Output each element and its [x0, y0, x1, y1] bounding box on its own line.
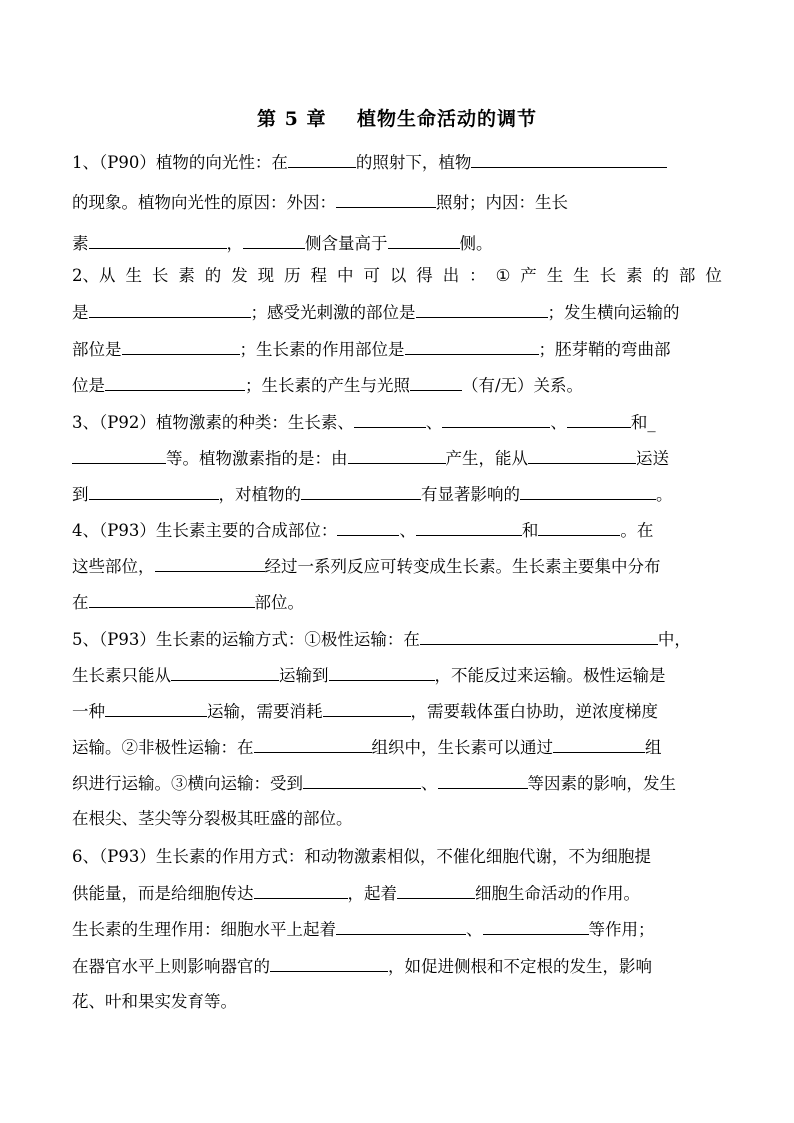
q6-line-4	[72, 954, 652, 978]
q3-text: 有显著影响的	[421, 485, 520, 504]
answer-blank[interactable]	[89, 590, 255, 608]
answer-blank[interactable]	[388, 231, 460, 249]
q4-text: 在	[72, 593, 89, 612]
q4-line-2	[72, 554, 661, 578]
q5-text: 组织中，生长素可以通过	[371, 738, 553, 757]
q3-line-1	[72, 410, 656, 434]
q2-char: 长	[599, 266, 617, 285]
q2-char: 2、从	[72, 266, 116, 285]
q6-text: ，起着	[347, 884, 397, 903]
answer-blank[interactable]	[538, 518, 620, 536]
q2-text: ；生长素的产生与光照	[245, 376, 410, 395]
answer-blank[interactable]	[89, 482, 219, 500]
answer-blank[interactable]	[442, 410, 550, 428]
q5-text: 组	[645, 738, 662, 757]
answer-blank[interactable]	[303, 771, 421, 789]
q6-text: ，如促进侧根和不定根的发生，影响	[388, 957, 652, 976]
q3-text: 、	[550, 413, 567, 432]
q5-text: 织进行运输。③横向运输：受到	[72, 774, 303, 793]
q3-text: 到	[72, 485, 89, 504]
q2-line-1	[72, 264, 722, 288]
q2-text: ；发生横向运输的	[547, 303, 680, 322]
q5-line-1	[72, 627, 691, 651]
q2-char: 的	[204, 266, 222, 285]
q5-text: 运输到	[279, 666, 329, 685]
q1-line-3	[72, 231, 493, 255]
answer-blank[interactable]	[567, 410, 631, 428]
q4-text: 经过一系列反应可转变成生长素。生长素主要集中分布	[264, 557, 661, 576]
q2-char: 生	[125, 266, 142, 285]
answer-blank[interactable]	[301, 482, 421, 500]
answer-blank[interactable]	[243, 231, 305, 249]
q4-text: 和	[521, 521, 539, 540]
q6-line-2	[72, 881, 640, 905]
q5-line-6	[72, 807, 353, 831]
answer-blank[interactable]	[329, 663, 435, 681]
q2-char: 素	[178, 266, 195, 285]
q2-char: 历	[284, 266, 301, 285]
q1-text: 侧含量高于	[305, 234, 388, 253]
answer-blank[interactable]	[336, 190, 436, 208]
q6-text: 供能量，而是给细胞传达	[72, 884, 254, 903]
q3-text: 和_	[630, 413, 656, 432]
q3-line-2	[72, 446, 669, 470]
q2-char: 位	[705, 266, 722, 285]
answer-blank[interactable]	[155, 554, 265, 572]
q1-text: 素	[72, 234, 89, 253]
q2-char: 产	[520, 266, 537, 285]
q2-char: 出	[442, 266, 460, 285]
q2-text: 位是	[72, 376, 105, 395]
answer-blank[interactable]	[438, 771, 528, 789]
q6-line-5	[72, 990, 237, 1014]
q5-text: ，不能反过来运输。极性运输是	[434, 666, 666, 685]
q2-text: ；生长素的作用部位是	[239, 340, 405, 359]
q1-line-1	[72, 150, 667, 174]
q3-text: 产生，能从	[445, 449, 528, 468]
answer-blank[interactable]	[416, 300, 548, 318]
answer-blank[interactable]	[288, 150, 356, 168]
q6-text: 花、叶和果实发育等。	[72, 992, 237, 1011]
q2-char: 发	[231, 266, 248, 285]
q3-text: 3、（P92）植物激素的种类：生长素、	[72, 413, 354, 432]
q4-line-1	[72, 518, 653, 542]
answer-blank[interactable]	[254, 735, 372, 753]
q2-char: 以	[389, 266, 407, 285]
answer-blank[interactable]	[483, 917, 589, 935]
q2-char: 素	[626, 266, 643, 285]
q3-text: 运送	[636, 449, 669, 468]
answer-blank[interactable]	[553, 735, 645, 753]
q5-line-2	[72, 663, 666, 687]
answer-blank[interactable]	[270, 954, 388, 972]
q2-text: ；胚芽鞘的弯曲部	[538, 340, 671, 359]
q5-text: 5、（P93）生长素的运输方式：①极性运输：在	[72, 630, 420, 649]
answer-blank[interactable]	[254, 881, 348, 899]
q6-text: 6、（P93）生长素的作用方式：和动物激素相似，不催化细胞代谢，不为细胞提	[72, 847, 651, 866]
q2-line-3	[72, 337, 671, 361]
answer-blank[interactable]	[410, 373, 462, 391]
q2-line-2	[72, 300, 680, 324]
answer-blank[interactable]	[520, 482, 656, 500]
q5-text: 运输，需要消耗	[207, 702, 323, 721]
q4-text: 部位。	[254, 593, 304, 612]
q2-char: 的	[652, 266, 669, 285]
answer-blank[interactable]	[416, 518, 522, 536]
q1-text: 的照射下，植物	[355, 153, 472, 172]
q5-text: 、	[421, 774, 438, 793]
answer-blank[interactable]	[405, 337, 539, 355]
q2-char: 可	[363, 266, 380, 285]
q5-text: ，需要载体蛋白协助，逆浓度梯度	[410, 702, 658, 721]
q2-text: 部位是	[72, 340, 122, 359]
answer-blank[interactable]	[171, 663, 279, 681]
answer-blank[interactable]	[471, 150, 667, 168]
q3-line-3	[72, 482, 673, 506]
answer-blank[interactable]	[72, 446, 166, 464]
answer-blank[interactable]	[323, 699, 411, 717]
q5-text: 在根尖、茎尖等分裂极其旺盛的部位。	[72, 809, 353, 828]
q1-text: 1、（P90）植物的向光性：在	[72, 153, 288, 172]
q4-text: 。在	[620, 521, 654, 540]
q4-text: 、	[399, 521, 416, 540]
q5-text: 一种	[72, 702, 105, 721]
q2-text: ；感受光刺激的部位是	[250, 303, 416, 322]
q5-text: 运输。②非极性运输：在	[72, 738, 254, 757]
q4-text: 4、（P93）生长素主要的合成部位：	[72, 521, 338, 540]
q2-char: 部	[678, 266, 696, 285]
answer-blank[interactable]	[89, 231, 227, 249]
q2-char: 程	[310, 266, 327, 285]
q6-text: 生长素的生理作用：细胞水平上起着	[72, 920, 336, 939]
q4-text: 这些部位，	[72, 557, 155, 576]
q2-char: 长	[151, 266, 169, 285]
answer-blank[interactable]	[397, 881, 475, 899]
q1-text: ，	[226, 234, 243, 253]
answer-blank[interactable]	[528, 446, 636, 464]
q3-text: 等。植物激素指的是：由	[166, 449, 348, 468]
q1-text: 照射；内因：生长	[436, 193, 568, 212]
q2-char: 中	[336, 266, 354, 285]
answer-blank[interactable]	[337, 518, 399, 536]
q6-text: 细胞生命活动的作用。	[475, 884, 640, 903]
q6-line-1	[72, 845, 651, 869]
page-title: 第 5 章 植物生命活动的调节	[257, 108, 537, 130]
q1-line-2	[72, 190, 568, 214]
q6-text: 等作用；	[588, 920, 655, 939]
q5-line-5	[72, 771, 676, 795]
q6-text: 在器官水平上则影响器官的	[72, 957, 270, 976]
q2-char: 生	[573, 266, 590, 285]
q2-char: ：	[469, 266, 486, 285]
answer-blank[interactable]	[122, 337, 240, 355]
answer-blank[interactable]	[105, 373, 245, 391]
q2-char: 现	[257, 266, 275, 285]
q5-text: 中，	[657, 630, 691, 649]
answer-blank[interactable]	[336, 917, 466, 935]
q2-char: 生	[546, 266, 564, 285]
answer-blank[interactable]	[354, 410, 426, 428]
q2-char: ①	[495, 266, 511, 285]
q3-text: 。	[656, 485, 673, 504]
q2-char: 得	[416, 266, 433, 285]
q2-text: 是	[72, 303, 89, 322]
q3-text: ，对植物的	[218, 485, 301, 504]
q5-line-4	[72, 735, 662, 759]
q1-text: 的现象。植物向光性的原因：外因：	[72, 193, 336, 212]
q1-text: 侧。	[459, 234, 493, 253]
q3-text: 、	[425, 413, 443, 432]
q2-line-4	[72, 373, 583, 397]
answer-blank[interactable]	[105, 699, 207, 717]
q5-line-3	[72, 699, 658, 723]
answer-blank[interactable]	[89, 300, 251, 318]
answer-blank[interactable]	[348, 446, 446, 464]
q2-text: （有/无）关系。	[462, 376, 584, 395]
q6-text: 、	[466, 920, 483, 939]
q5-text: 等因素的影响，发生	[527, 774, 676, 793]
q6-line-3	[72, 917, 655, 941]
q4-line-3	[72, 590, 304, 614]
q5-text: 生长素只能从	[72, 666, 171, 685]
answer-blank[interactable]	[420, 627, 658, 645]
